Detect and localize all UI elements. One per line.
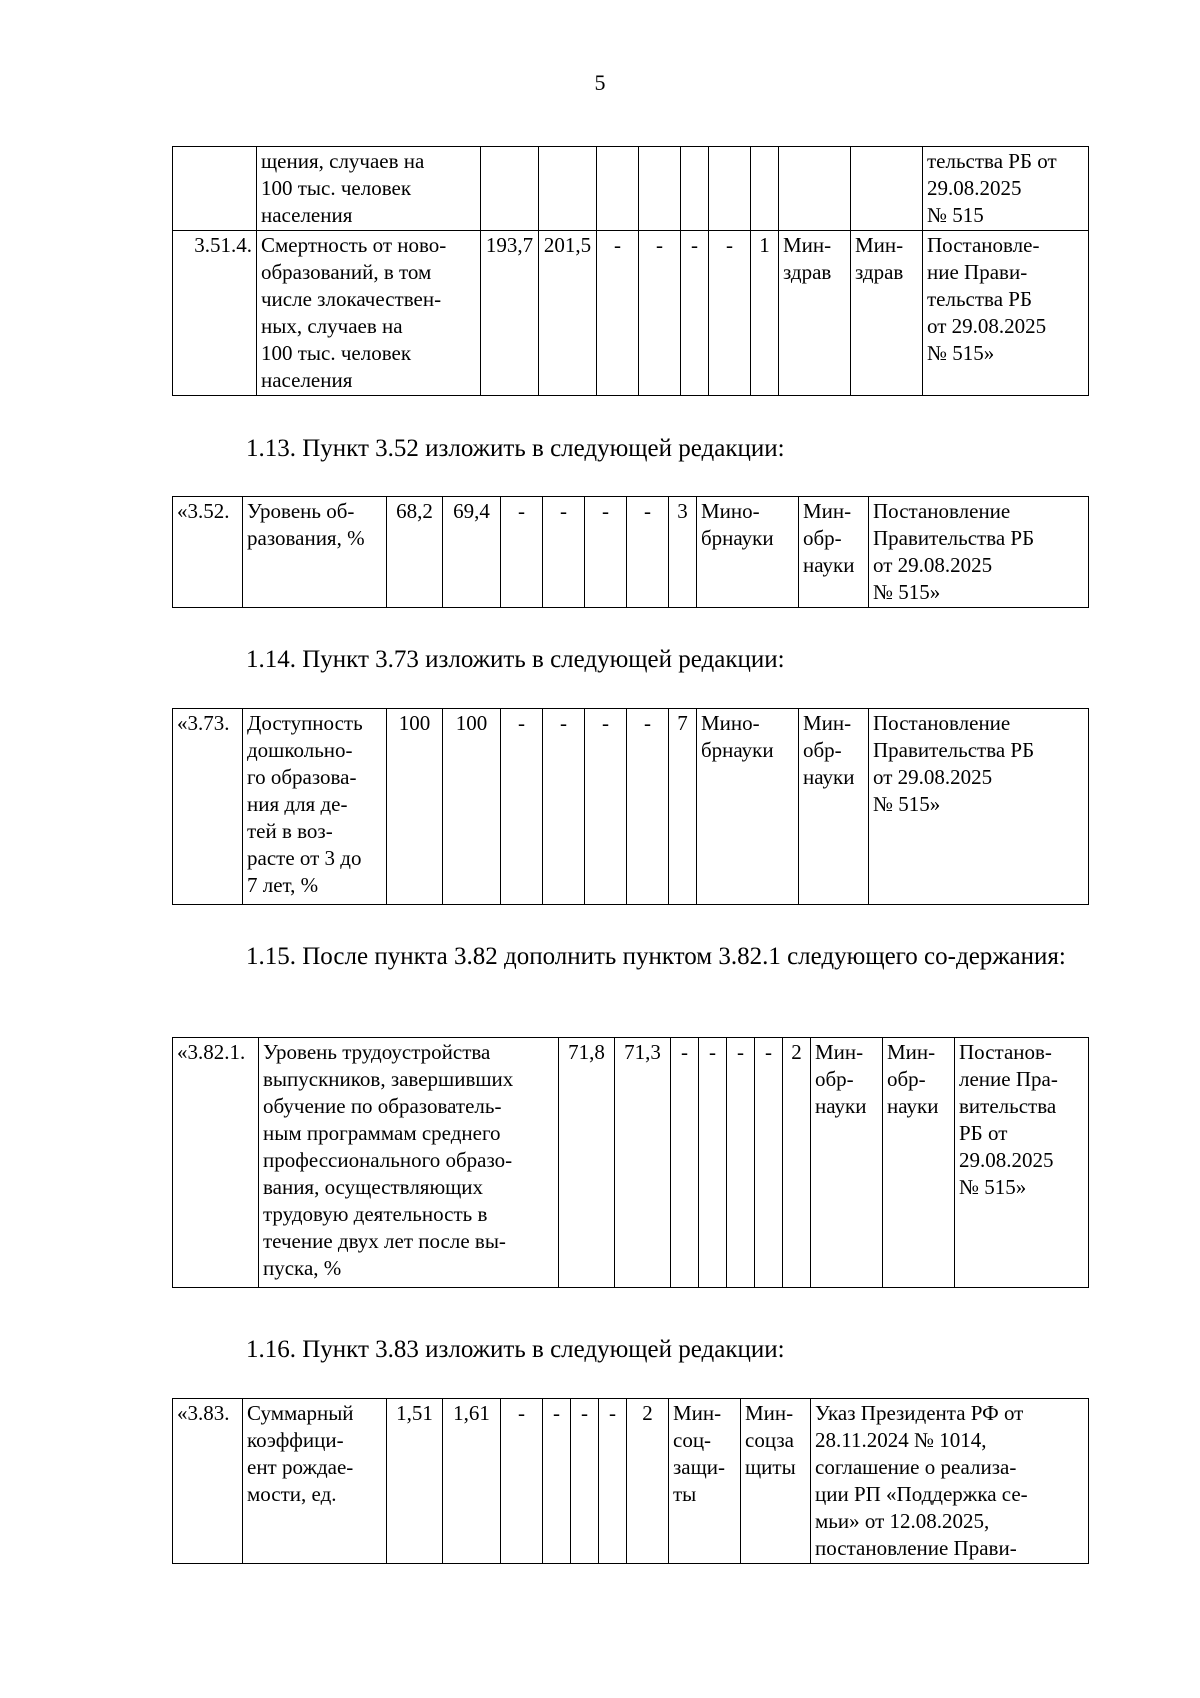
table-cell: Постанов- ление Пра- вительства РБ от 29.08.2025 № 515» [955,1038,1089,1288]
table-cell: - [627,709,669,905]
table-cell: 3.51.4. [173,231,257,396]
table-cell: 3 [669,497,697,608]
table-cell: 7 [669,709,697,905]
indicator-table-3-52 [172,496,1089,608]
table-cell: - [599,1399,627,1564]
paragraph-1-16: 1.16. Пункт 3.83 изложить в следующей редакции: [246,1336,785,1363]
table-cell: Мин- соцза щиты [741,1399,811,1564]
table-cell: 2 [783,1038,811,1288]
indicator-table-3-73 [172,708,1089,905]
table-row [173,231,1089,396]
table-row [173,1399,1089,1564]
table-cell: Суммарный коэффици- ент рождае- мости, ед. [243,1399,387,1564]
table-cell [639,147,681,231]
table-cell: 1,61 [443,1399,501,1564]
table-cell [481,147,539,231]
paragraph-1-13: 1.13. Пункт 3.52 изложить в следующей редакции: [246,435,785,462]
table-cell: 1 [751,231,779,396]
table-cell: 201,5 [539,231,597,396]
table-cell: Мин- обр- науки [799,709,869,905]
table-cell: тельства РБ от 29.08.2025 № 515 [923,147,1089,231]
table-cell: - [585,497,627,608]
table-cell: - [639,231,681,396]
table-cell: Уровень об- разования, % [243,497,387,608]
table-cell [681,147,709,231]
table-cell: Мино- брнауки [697,497,799,608]
table-row [173,147,1089,231]
table-row [173,1038,1089,1288]
table-cell [173,147,257,231]
table-cell: Мин- обр- науки [799,497,869,608]
table-cell: Постановление Правительства РБ от 29.08.2025 № 515» [869,709,1089,905]
table-cell: - [727,1038,755,1288]
indicator-table-3-51 [172,146,1089,396]
table-cell: Мин- обр- науки [883,1038,955,1288]
page-number: 5 [594,70,606,95]
table-cell: - [597,231,639,396]
table-cell [709,147,751,231]
table-cell: 100 [387,709,443,905]
indicator-table-3-83 [172,1398,1089,1564]
table-cell: Мин- здрав [779,231,851,396]
table-cell: 71,3 [615,1038,671,1288]
table-cell: Мин- соц- защи- ты [669,1399,741,1564]
table-cell: щения, случаев на 100 тыс. человек населения [257,147,481,231]
table-cell: - [543,1399,571,1564]
table-cell: 100 [443,709,501,905]
table-cell: Мин- обр- науки [811,1038,883,1288]
table-cell [597,147,639,231]
paragraph-1-15: 1.15. После пункта 3.82 дополнить пунктом 3.82.1 следующего со-держания: [246,943,1066,970]
table-cell: - [501,497,543,608]
table-row [173,497,1089,608]
table-cell: 71,8 [559,1038,615,1288]
table-cell: 68,2 [387,497,443,608]
table-cell: 2 [627,1399,669,1564]
table-cell: - [671,1038,699,1288]
table-cell: Постановление Правительства РБ от 29.08.2025 № 515» [869,497,1089,608]
table-cell: «3.52. [173,497,243,608]
table-cell: Постановле- ние Прави- тельства РБ от 29.08.2025 № 515» [923,231,1089,396]
table-cell: 193,7 [481,231,539,396]
table-cell: «3.83. [173,1399,243,1564]
table-cell: Мин- здрав [851,231,923,396]
table-cell: - [501,709,543,905]
table-cell: Указ Президента РФ от 28.11.2024 № 1014, соглашение о реализа- ции РП «Поддержка се- мьи» от 12.08.2025, постановление Прави- [811,1399,1089,1564]
table-cell: Доступность дошкольно- го образова- ния для де- тей в воз- расте от 3 до 7 лет, % [243,709,387,905]
table-cell: - [681,231,709,396]
table-cell: 1,51 [387,1399,443,1564]
table-cell [751,147,779,231]
table-cell: Уровень трудоустройства выпускников, завершивших обучение по образователь- ным программам среднего профессионального образо- вания, осуществляющих трудовую деятельность в течение двух лет после вы- пуска, % [259,1038,559,1288]
table-cell: - [585,709,627,905]
table-cell: Смертность от ново- образований, в том числе злокачествен- ных, случаев на 100 тыс. человек населения [257,231,481,396]
table-cell: - [709,231,751,396]
table-cell: - [627,497,669,608]
indicator-table-3-82-1 [172,1037,1089,1288]
table-cell: - [755,1038,783,1288]
table-cell [851,147,923,231]
table-cell: 69,4 [443,497,501,608]
table-cell: Мино- брнауки [697,709,799,905]
table-cell: - [501,1399,543,1564]
table-cell: - [543,709,585,905]
table-cell: - [571,1399,599,1564]
table-cell [779,147,851,231]
table-cell [539,147,597,231]
table-cell: - [699,1038,727,1288]
table-cell: - [543,497,585,608]
table-cell: «3.73. [173,709,243,905]
paragraph-1-14: 1.14. Пункт 3.73 изложить в следующей редакции: [246,646,785,673]
table-cell: «3.82.1. [173,1038,259,1288]
table-row [173,709,1089,905]
